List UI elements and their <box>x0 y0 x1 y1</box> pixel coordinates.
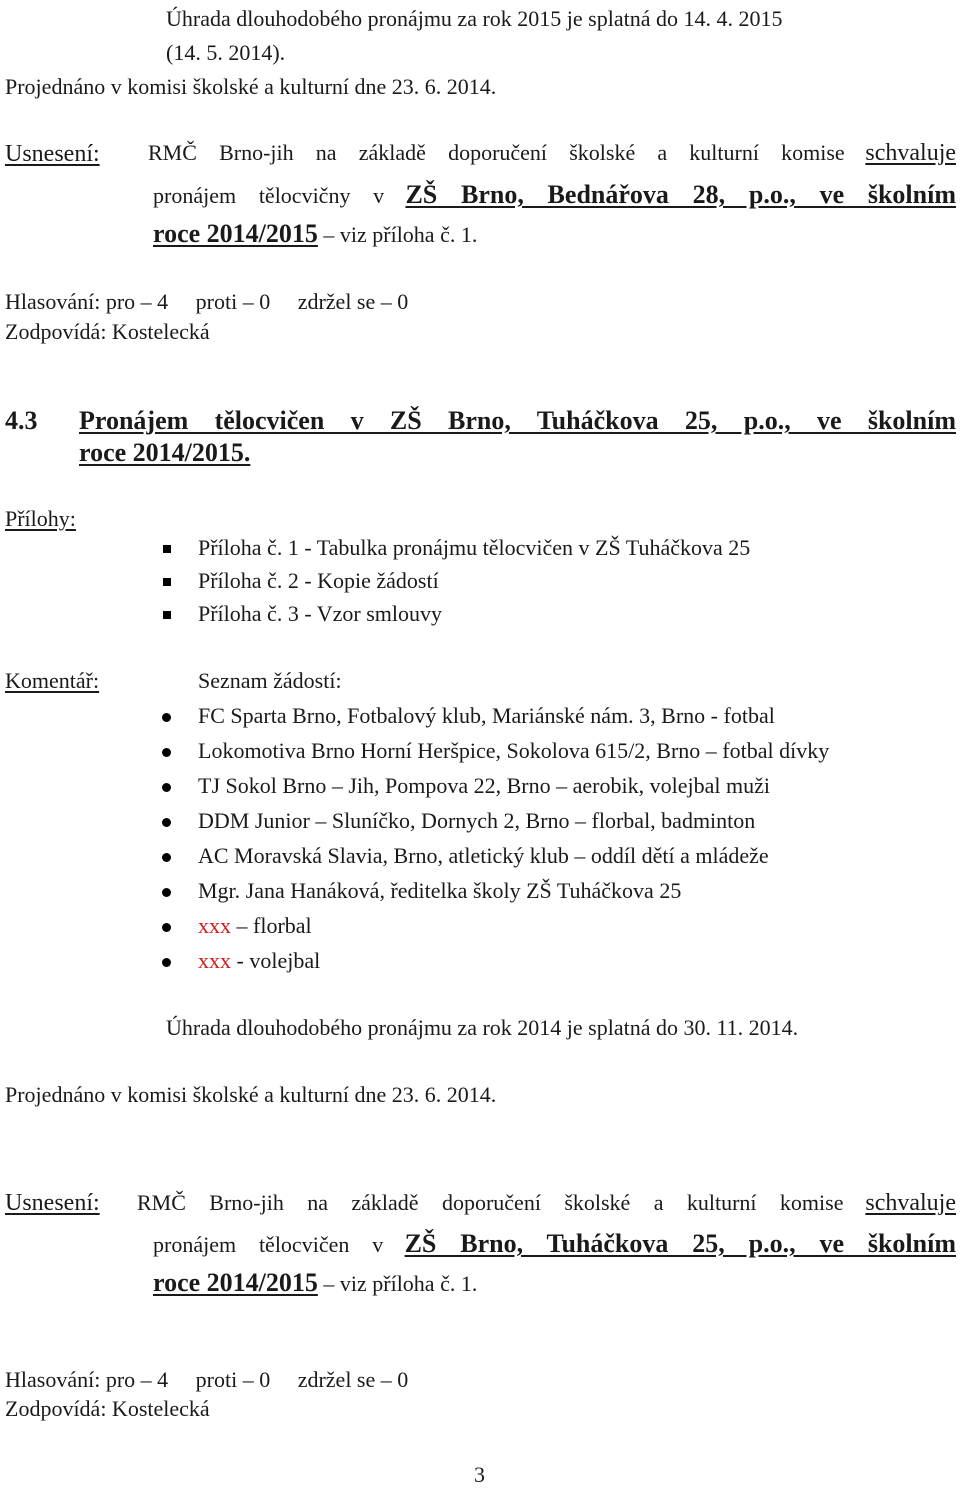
resolution-label: Usnesení: <box>5 141 100 167</box>
attachment-ref: – viz příloha č. 1. <box>317 222 478 247</box>
responsible-line: Zodpovídá: Kostelecká <box>5 319 210 344</box>
request-activity: - volejbal <box>231 948 321 973</box>
resolution-line-1 <box>148 140 956 167</box>
bullet-square <box>163 545 171 553</box>
attachment-ref-2: – viz příloha č. 1. <box>317 1271 478 1296</box>
bullet-dot <box>162 923 171 932</box>
resolution-label-2: Usnesení: <box>5 1190 100 1216</box>
bullet-square <box>163 611 171 619</box>
resolution-line-3 <box>153 219 477 249</box>
resolution-line-2 <box>153 180 956 210</box>
bullet-dot <box>162 748 171 757</box>
payment-note: Úhrada dlouhodobého pronájmu za rok 2014 je splatná do 30. 11. 2014. <box>166 1015 799 1040</box>
bullet-dot <box>162 713 171 722</box>
bullet-dot <box>162 853 171 862</box>
bullet-dot <box>162 958 171 967</box>
redacted-name: xxx <box>198 948 231 973</box>
responsible-line-2: Zodpovídá: Kostelecká <box>5 1396 210 1421</box>
resolution2-line-2 <box>153 1229 956 1259</box>
approves-keyword-2: schvaluje <box>865 1190 956 1216</box>
section-title-line-1: Pronájem tělocvičen v ZŠ Brno, Tuháčkova 25, p.o., ve školním <box>79 406 956 435</box>
resolution2-text-2: pronájem tělocvičen v <box>153 1232 384 1257</box>
resolution2-text: RMČ Brno-jih na základě doporučení školské a kulturní komise <box>137 1190 844 1215</box>
request-activity: – florbal <box>231 913 312 938</box>
voting-line: Hlasování: pro – 4 proti – 0 zdržel se – 0 <box>5 289 409 314</box>
school-name-2: ZŠ Brno, Tuháčkova 25, p.o., ve školním <box>404 1229 956 1258</box>
request-item-6: Mgr. Jana Hanáková, ředitelka školy ZŠ Tuháčkova 25 <box>198 878 682 903</box>
request-item-7 <box>198 913 312 939</box>
approves-keyword: schvaluje <box>865 140 957 166</box>
attachments-label: Přílohy: <box>5 506 76 531</box>
request-item-5: AC Moravská Slavia, Brno, atletický klub – oddíl dětí a mládeže <box>198 843 769 868</box>
school-year: roce 2014/2015 <box>153 219 318 248</box>
attachment-item-3: Příloha č. 3 - Vzor smlouvy <box>198 601 443 626</box>
discussed-line: Projednáno v komisi školské a kulturní dne 23. 6. 2014. <box>5 74 497 99</box>
resolution2-line-1 <box>137 1190 956 1217</box>
resolution2-line-3 <box>153 1268 477 1298</box>
request-item-1: FC Sparta Brno, Fotbalový klub, Mariánské nám. 3, Brno - fotbal <box>198 703 775 728</box>
section-number: 4.3 <box>5 406 38 435</box>
bullet-dot <box>162 783 171 792</box>
requests-intro: Seznam žádostí: <box>198 668 342 693</box>
comment-label: Komentář: <box>5 668 100 693</box>
request-item-4: DDM Junior – Sluníčko, Dornych 2, Brno – florbal, badminton <box>198 808 756 833</box>
page-number: 3 <box>474 1462 485 1487</box>
bullet-square <box>163 578 171 586</box>
payment-line-1: Úhrada dlouhodobého pronájmu za rok 2015 je splatná do 14. 4. 2015 <box>166 6 783 31</box>
redacted-name: xxx <box>198 913 231 938</box>
bullet-dot <box>162 888 171 897</box>
resolution-text-2: pronájem tělocvičny v <box>153 183 385 208</box>
request-item-8 <box>198 948 320 974</box>
request-item-2: Lokomotiva Brno Horní Heršpice, Sokolova 615/2, Brno – fotbal dívky <box>198 738 830 763</box>
attachment-item-2: Příloha č. 2 - Kopie žádostí <box>198 568 439 593</box>
payment-line-2: (14. 5. 2014). <box>166 40 286 65</box>
attachment-item-1: Příloha č. 1 - Tabulka pronájmu tělocvičen v ZŠ Tuháčkova 25 <box>198 535 751 560</box>
school-year-2: roce 2014/2015 <box>153 1268 318 1297</box>
bullet-dot <box>162 818 171 827</box>
school-name: ZŠ Brno, Bednářova 28, p.o., ve školním <box>405 180 956 209</box>
resolution-text: RMČ Brno-jih na základě doporučení školské a kulturní komise <box>148 140 845 165</box>
voting-line-2: Hlasování: pro – 4 proti – 0 zdržel se – 0 <box>5 1367 409 1392</box>
section-title-line-2: roce 2014/2015. <box>79 438 251 467</box>
request-item-3: TJ Sokol Brno – Jih, Pompova 22, Brno – aerobik, volejbal muži <box>198 773 770 798</box>
discussed-line-2: Projednáno v komisi školské a kulturní dne 23. 6. 2014. <box>5 1082 497 1107</box>
